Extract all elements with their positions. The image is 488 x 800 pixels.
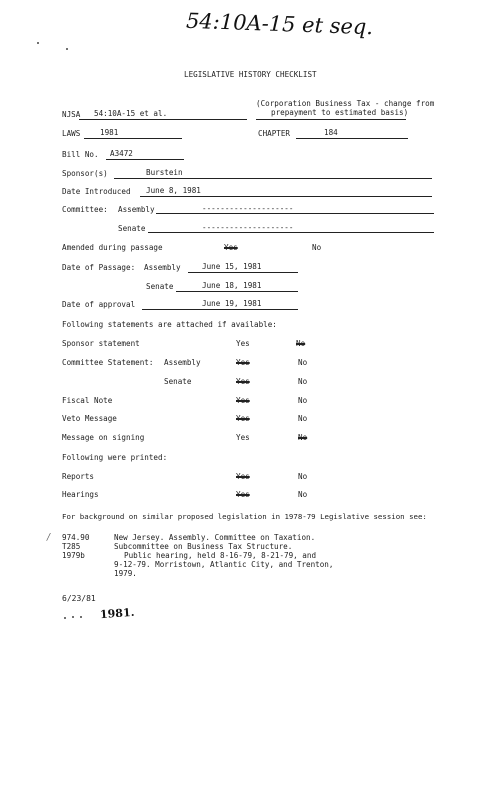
veto-message-no: No bbox=[298, 414, 308, 423]
page-title: LEGISLATIVE HISTORY CHECKLIST bbox=[184, 70, 317, 79]
passage-senate-value: June 18, 1981 bbox=[202, 281, 262, 290]
citation-line-4: 9-12-79. Morristown, Atlantic City, and Trenton, bbox=[114, 560, 334, 569]
committee-senate-no: No bbox=[298, 377, 308, 386]
citation-line-5: 1979. bbox=[114, 569, 137, 578]
hearings-no: No bbox=[298, 490, 308, 499]
njsa-label: NJSA bbox=[62, 110, 81, 119]
sponsor-label: Sponsor(s) bbox=[62, 169, 108, 178]
citation-line-1: New Jersey. Assembly. Committee on Taxation. bbox=[114, 533, 316, 542]
veto-message-yes-struck: Yes bbox=[236, 414, 250, 423]
description-line-1: (Corporation Business Tax - change from bbox=[256, 99, 435, 108]
hearings-label: Hearings bbox=[62, 490, 99, 499]
chapter-underline bbox=[296, 138, 408, 139]
passage-label: Date of Passage: bbox=[62, 263, 136, 272]
citation-line-2: Subcommittee on Business Tax Structure. bbox=[114, 542, 293, 551]
stray-mark bbox=[80, 616, 82, 618]
stray-mark bbox=[64, 617, 66, 619]
sponsor-value: Burstein bbox=[146, 168, 183, 177]
njsa-value: 54:10A-15 et al. bbox=[94, 109, 168, 118]
fiscal-note-no: No bbox=[298, 396, 308, 405]
sponsor-statement-no-struck: No bbox=[296, 339, 306, 348]
sponsor-underline bbox=[114, 178, 432, 179]
description-underline bbox=[256, 119, 406, 120]
reports-yes-struck: Yes bbox=[236, 472, 250, 481]
bill-underline bbox=[106, 159, 184, 160]
stray-mark bbox=[37, 42, 39, 44]
stray-mark bbox=[72, 616, 74, 618]
committee-assembly-underline bbox=[156, 213, 434, 214]
committee-senate-value: -------------------- bbox=[202, 223, 294, 232]
committee-statement-label: Committee Statement: bbox=[62, 358, 154, 367]
fiscal-note-yes-struck: Yes bbox=[236, 396, 250, 405]
message-signing-no-struck: No bbox=[298, 433, 308, 442]
printed-heading: Following were printed: bbox=[62, 453, 168, 462]
introduced-label: Date Introduced bbox=[62, 187, 131, 196]
bill-label: Bill No. bbox=[62, 150, 99, 159]
attached-heading: Following statements are attached if available: bbox=[62, 320, 277, 329]
call-number-line-3: 1979b bbox=[62, 551, 85, 560]
stamp-year: 1981. bbox=[99, 605, 135, 622]
committee-senate-label: Senate bbox=[118, 224, 146, 233]
amended-no: No bbox=[312, 243, 322, 252]
approval-underline bbox=[142, 309, 298, 310]
committee-statement-senate: Senate bbox=[164, 377, 192, 386]
reports-no: No bbox=[298, 472, 308, 481]
passage-senate-underline bbox=[176, 291, 298, 292]
approval-value: June 19, 1981 bbox=[202, 299, 262, 308]
committee-senate-underline bbox=[148, 232, 434, 233]
description-line-2: prepayment to estimated basis) bbox=[271, 108, 409, 117]
footer-date: 6/23/81 bbox=[62, 594, 96, 603]
veto-message-label: Veto Message bbox=[62, 414, 117, 423]
chapter-label: CHAPTER bbox=[258, 129, 291, 138]
amended-label: Amended during passage bbox=[62, 243, 163, 252]
passage-assembly-underline bbox=[188, 272, 298, 273]
committee-statement-no: No bbox=[298, 358, 308, 367]
margin-annotation: / bbox=[47, 533, 51, 543]
njsa-underline bbox=[79, 119, 247, 120]
approval-label: Date of approval bbox=[62, 300, 136, 309]
sponsor-statement-yes: Yes bbox=[236, 339, 250, 348]
background-intro: For background on similar proposed legislation in 1978-79 Legislative session see: bbox=[62, 512, 427, 521]
laws-underline bbox=[84, 138, 182, 139]
committee-assembly-value: -------------------- bbox=[202, 204, 294, 213]
call-number-line-1: 974.90 bbox=[62, 533, 90, 542]
committee-senate-yes-struck: Yes bbox=[236, 377, 250, 386]
committee-statement-assembly: Assembly bbox=[164, 358, 201, 367]
handwritten-statute-reference: 54:10A-15 et seq. bbox=[185, 8, 374, 40]
bill-value: A3472 bbox=[110, 149, 133, 158]
passage-senate-label: Senate bbox=[146, 282, 174, 291]
committee-statement-yes-struck: Yes bbox=[236, 358, 250, 367]
call-number-line-2: T285 bbox=[62, 542, 81, 551]
reports-label: Reports bbox=[62, 472, 95, 481]
passage-assembly-label: Assembly bbox=[144, 263, 181, 272]
citation-line-3: Public hearing, held 8-16-79, 8-21-79, and bbox=[124, 551, 317, 560]
laws-value: 1981 bbox=[100, 128, 119, 137]
message-signing-label: Message on signing bbox=[62, 433, 145, 442]
laws-label: LAWS bbox=[62, 129, 81, 138]
hearings-yes-struck: Yes bbox=[236, 490, 250, 499]
amended-yes-struck: Yes bbox=[224, 243, 238, 252]
message-signing-yes: Yes bbox=[236, 433, 250, 442]
fiscal-note-label: Fiscal Note bbox=[62, 396, 113, 405]
stray-mark bbox=[66, 48, 68, 50]
sponsor-statement-label: Sponsor statement bbox=[62, 339, 140, 348]
committee-assembly-label: Assembly bbox=[118, 205, 155, 214]
passage-assembly-value: June 15, 1981 bbox=[202, 262, 262, 271]
chapter-value: 184 bbox=[324, 128, 338, 137]
introduced-value: June 8, 1981 bbox=[146, 186, 201, 195]
introduced-underline bbox=[140, 196, 432, 197]
committee-label: Committee: bbox=[62, 205, 108, 214]
